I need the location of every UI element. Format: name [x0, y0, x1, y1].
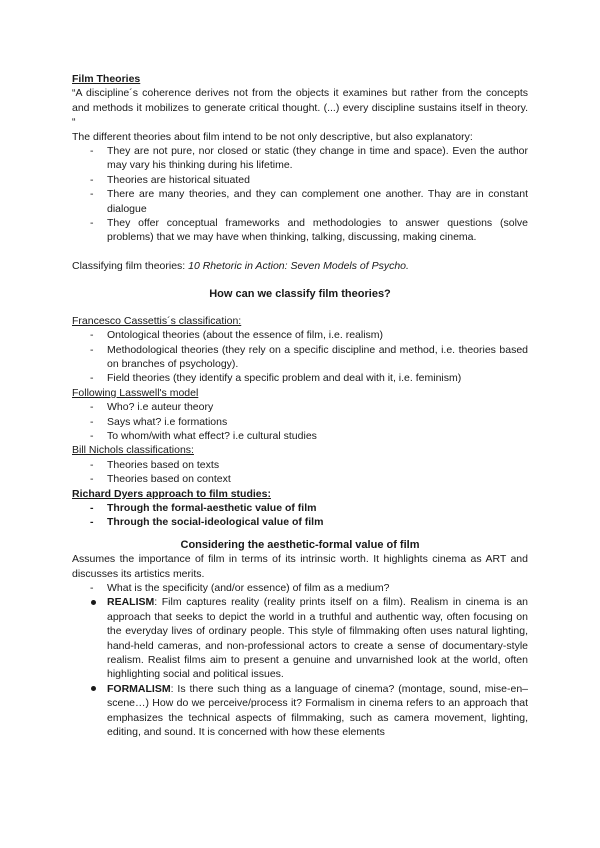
lasswell-heading: Following Lasswell's model: [72, 386, 199, 399]
list-item: - Methodological theories (they rely on a specific discipline and method, i.e. theories based on branches of psychology).: [90, 343, 528, 372]
intro-paragraph: The different theories about film intend to be not only descriptive, but also explanatory:: [72, 130, 473, 143]
realism-term: REALISM: [107, 596, 155, 609]
realism-text: : Film captures reality (reality prints itself on a film). Realism in cinema is an approach that seeks to depict the world in a truthful and authentic way, often focusing on the everyday lives of ordinary people. This style of filmmaking often uses natural lighting, hand-held cameras, and non-professional actors to create a sense of documentary-style realism. Realist films aim to present a genuine and unvarnished look at the world, often highlighting social and political issues.: [107, 596, 528, 681]
list-item: - They are not pure, nor closed or static (they change in time and space). Even the author may vary his thinking during his lifetime.: [90, 144, 528, 173]
aesthetic-intro: Assumes the importance of film in terms of its intrinsic worth. It highlights cinema as ART and discusses its artistics merits.: [72, 553, 528, 580]
list-item: - Field theories (they identify a specific problem and deal with it, i.e. feminism): [90, 371, 528, 385]
list-item: - They offer conceptual frameworks and methodologies to answer questions (solve problems) that we may have when thinking, talking, discussing, making cinema.: [90, 216, 528, 245]
nichols-list: [72, 458, 528, 487]
section-heading-classify: How can we classify film theories?: [209, 288, 391, 301]
list-item: - Through the formal-aesthetic value of film: [90, 501, 528, 515]
list-item: - Ontological theories (about the essence of film, i.e. realism): [90, 328, 528, 342]
document-title: Film Theories: [72, 73, 141, 85]
specificity-list: [72, 581, 528, 595]
bullet-icon: [91, 600, 96, 605]
list-item: - What is the specificity (and/or essence) of film as a medium?: [90, 581, 528, 595]
list-item: - To whom/with what effect? i.e cultural studies: [90, 429, 528, 443]
cassetti-list: [72, 328, 528, 386]
list-item: - Who? i.e auteur theory: [90, 400, 528, 414]
realism-item: [90, 595, 528, 681]
section-heading-aesthetic: Considering the aesthetic-formal value of film: [180, 538, 420, 551]
intro-list: [72, 144, 528, 245]
list-item: - There are many theories, and they can complement one another. Thay are in constant dialogue: [90, 187, 528, 216]
list-item: - Theories based on texts: [90, 458, 528, 472]
cassetti-heading: Francesco Cassettis´s classification:: [72, 314, 242, 327]
lasswell-list: [72, 400, 528, 443]
dyers-heading: Richard Dyers approach to film studies:: [72, 487, 271, 500]
approach-bullets: [72, 595, 528, 739]
bullet-icon: [91, 686, 96, 691]
classifying-line: [72, 259, 528, 273]
formalism-text: : Is there such thing as a language of cinema? (montage, sound, mise-en–scene…) How do we perceive/process it? Formalism in cinema refers to an approach that emphasizes the technical aspects of filmmaking, such as camera movement, lighting, editing, and sound. It is concerned with how these elements: [107, 682, 528, 739]
classifying-prefix: Classifying film theories:: [72, 259, 189, 272]
dyers-list: [72, 501, 528, 530]
nichols-heading: Bill Nichols classifications:: [72, 444, 194, 457]
formalism-term: FORMALISM: [107, 682, 171, 695]
document-page: [72, 72, 528, 739]
list-item: - Through the social-ideological value of film: [90, 515, 528, 529]
formalism-item: [90, 682, 528, 740]
opening-quote: “A discipline´s coherence derives not from the objects it examines but rather from the concepts and methods it mobilizes to generate critical thought. (...) every discipline sustains itself in theory. “: [72, 87, 528, 129]
list-item: - Theories based on context: [90, 472, 528, 486]
classifying-reference: 10 Rhetoric in Action: Seven Models of Psycho.: [188, 259, 409, 272]
list-item: - Says what? i.e formations: [90, 415, 528, 429]
list-item: - Theories are historical situated: [90, 173, 528, 187]
